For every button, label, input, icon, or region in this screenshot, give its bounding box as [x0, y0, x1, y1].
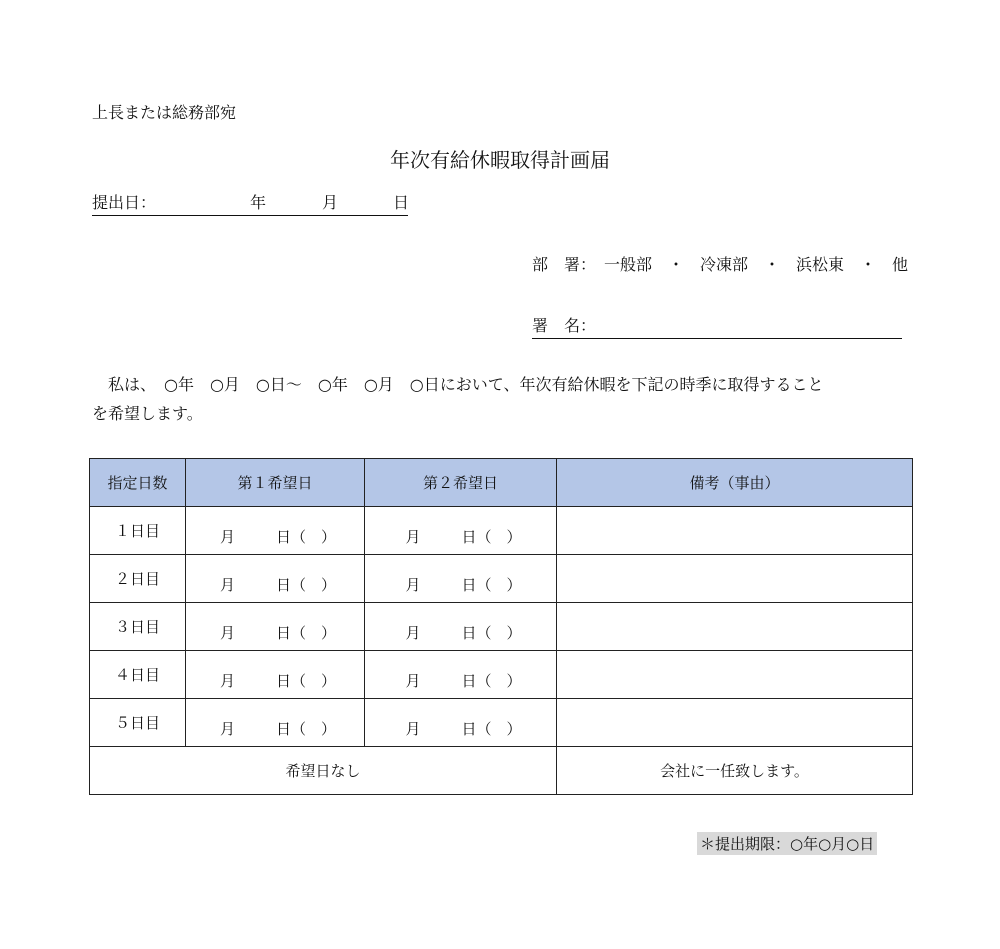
signature-label: 署 名： [532, 316, 597, 335]
deadline-note: ＊提出期限：○年○月○日 [697, 832, 877, 855]
first-choice-date-cell[interactable] [186, 699, 365, 747]
submit-date-day: 日 [393, 193, 410, 212]
header-second-choice: 第２希望日 [365, 459, 557, 507]
table-row [90, 699, 913, 747]
day-label: 日（ ） [276, 575, 337, 594]
table-footer-row [90, 747, 913, 795]
table-row [90, 507, 913, 555]
table-header-row [90, 459, 913, 507]
header-first-choice: 第１希望日 [186, 459, 365, 507]
day-number-cell: ２日目 [90, 555, 186, 603]
remarks-cell[interactable] [557, 555, 913, 603]
day-label: 日（ ） [461, 671, 522, 690]
day-label: 日（ ） [276, 671, 337, 690]
month-label: 月 [405, 575, 421, 594]
day-number-cell: ４日目 [90, 651, 186, 699]
second-choice-date-cell[interactable] [365, 507, 557, 555]
day-number-cell: ５日目 [90, 699, 186, 747]
header-days: 指定日数 [90, 459, 186, 507]
document-title: 年次有給休暇取得計画届 [390, 148, 610, 172]
submit-date-label: 提出日： [92, 193, 157, 212]
day-label: 日（ ） [276, 623, 337, 642]
first-choice-date-cell[interactable] [186, 651, 365, 699]
first-choice-date-cell[interactable] [186, 555, 365, 603]
second-choice-date-cell[interactable] [365, 651, 557, 699]
remarks-cell[interactable] [557, 699, 913, 747]
header-remarks: 備考（事由） [557, 459, 913, 507]
month-label: 月 [405, 671, 421, 690]
day-label: 日（ ） [461, 575, 522, 594]
signature-field[interactable] [532, 313, 902, 339]
no-preference-cell[interactable]: 希望日なし [90, 747, 557, 795]
day-label: 日（ ） [461, 623, 522, 642]
leave-to-company-cell[interactable]: 会社に一任致します。 [557, 747, 913, 795]
table-row [90, 651, 913, 699]
month-label: 月 [405, 623, 421, 642]
remarks-cell[interactable] [557, 603, 913, 651]
first-choice-date-cell[interactable] [186, 603, 365, 651]
day-number-cell: ３日目 [90, 603, 186, 651]
month-label: 月 [405, 527, 421, 546]
month-label: 月 [220, 623, 236, 642]
day-label: 日（ ） [461, 719, 522, 738]
statement-line-2: を希望します。 [92, 404, 203, 423]
month-label: 月 [220, 671, 236, 690]
day-label: 日（ ） [461, 527, 522, 546]
month-label: 月 [405, 719, 421, 738]
day-label: 日（ ） [276, 719, 337, 738]
submit-date-field[interactable] [92, 190, 408, 216]
month-label: 月 [220, 527, 236, 546]
request-statement [92, 370, 912, 428]
second-choice-date-cell[interactable] [365, 603, 557, 651]
day-label: 日（ ） [276, 527, 337, 546]
month-label: 月 [220, 719, 236, 738]
leave-plan-table [89, 458, 913, 795]
second-choice-date-cell[interactable] [365, 699, 557, 747]
month-label: 月 [220, 575, 236, 594]
first-choice-date-cell[interactable] [186, 507, 365, 555]
department-line: 部 署： 一般部 ・ 冷凍部 ・ 浜松東 ・ 他 [532, 255, 909, 274]
remarks-cell[interactable] [557, 651, 913, 699]
day-number-cell: １日目 [90, 507, 186, 555]
remarks-cell[interactable] [557, 507, 913, 555]
second-choice-date-cell[interactable] [365, 555, 557, 603]
submit-date-year: 年 [250, 193, 267, 212]
statement-line-1: 私は、 ○年 ○月 ○日～ ○年 ○月 ○日において、年次有給休暇を下記の時季に取得すること [108, 375, 824, 394]
addressee: 上長または総務部宛 [92, 103, 237, 122]
table-row [90, 555, 913, 603]
submit-date-month: 月 [322, 193, 339, 212]
table-row [90, 603, 913, 651]
